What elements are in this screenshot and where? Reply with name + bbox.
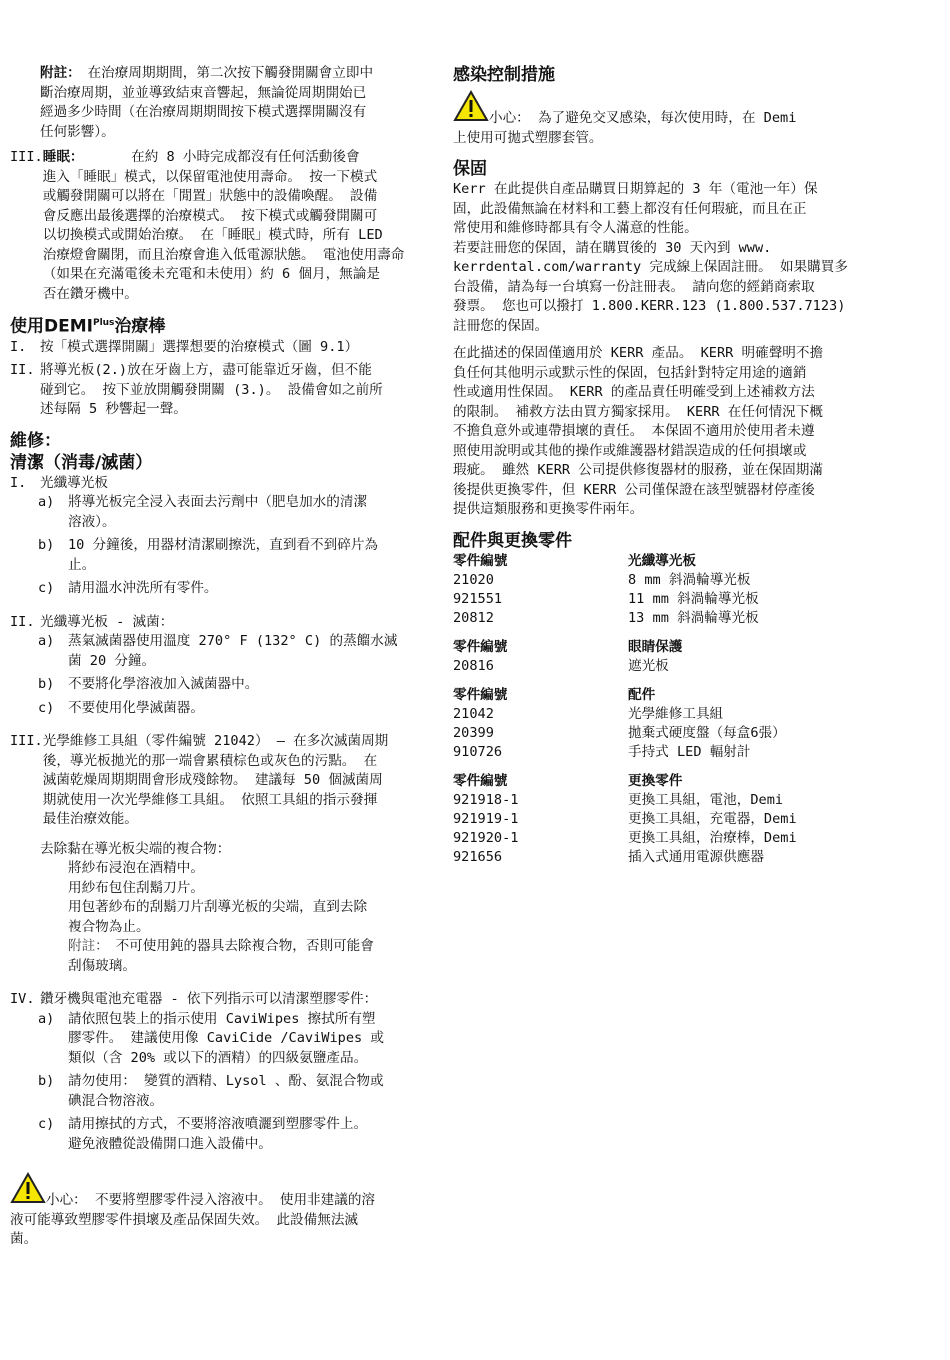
clean-item: I. 光纖導光板 bbox=[10, 474, 108, 491]
remove-block: 去除黏在導光板尖端的複合物： bbox=[40, 840, 231, 857]
warranty-paragraph-1: Kerr 在此提供自產品購買日期算起的 3 年（電池一年）保 固，此設備無論在材料和工藝上都沒有任何瑕疵，而且在正 常使用和維修時都具有令人滿意的性能。 若要註冊您的保固，請在購買後的 30 天內到 www. kerrdental.com/warranty 完成線上保固註冊。 如果購買多 台設備，請為每一台填寫一份註冊表。 請向您的經銷商索取 發票。 您也可以撥打 1.800.KERR.123 (1.800.537.7123) 註冊您的保固。 bbox=[453, 181, 848, 334]
warning-icon bbox=[10, 1172, 46, 1211]
note-line: 附註： 在治療周期期間，第二次按下觸發開關會立即中 bbox=[40, 65, 374, 81]
sub-item: b) 不要將化學溶液加入滅菌器中。 bbox=[38, 676, 259, 693]
use-heading: 使用$DEMI^{Plus}$治療棒 bbox=[10, 316, 166, 337]
sleep-label: 睡眠： bbox=[42, 149, 77, 165]
parts-heading: 配件與更換零件 bbox=[453, 530, 572, 551]
table-row: 921920-1 更換工具組，治療棒，Demi bbox=[453, 829, 797, 846]
parts-group-header: 零件編號 光纖導光板 bbox=[453, 552, 696, 569]
use-item: II. 將導光板(2.)放在牙齒上方，盡可能靠近牙齒，但不能 碰到它。 按下並放開觸發開關 (3.)。 設備會如之前所 述每隔 5 秒響起一聲。 bbox=[10, 362, 383, 418]
parts-group-header: 零件編號 配件 bbox=[453, 686, 656, 703]
table-row: 20816 遮光板 bbox=[453, 657, 669, 674]
maintenance-heading: 維修： bbox=[10, 430, 61, 451]
caution-block: 小心： 不要將塑膠零件浸入溶液中。 使用非建議的溶 液可能導致塑膠零件損壞及產品保固失效。 此設備無法滅 菌。 bbox=[10, 1172, 440, 1250]
sub-item: c) 請用擦拭的方式，不要將溶液噴灑到塑膠零件上。 避免液體從設備開口進入設備中。 bbox=[38, 1116, 368, 1152]
remove-steps: 將紗布浸泡在酒精中。 用紗布包住刮鬍刀片。 用包著紗布的刮鬍刀片刮導光板的尖端，直到去除 複合物為止。 附註： 不可使用鈍的器具去除複合物，否則可能會 刮傷玻璃。 bbox=[68, 860, 374, 974]
note-label: 附註： bbox=[68, 938, 102, 955]
note-line: 經過多少時間（在治療周期期間按下模式選擇開關沒有 bbox=[40, 104, 367, 120]
clean-item: II. 光纖導光板 - 滅菌： bbox=[10, 613, 174, 630]
note-label: 附註： bbox=[40, 65, 74, 81]
sub-item: b) 10 分鐘後，用器材清潔刷擦洗，直到看不到碎片為 止。 bbox=[38, 537, 379, 573]
note-line: 斷治療周期，並並導致結束音響起，無論從周期開始已 bbox=[40, 84, 367, 101]
table-row: 21020 8 mm 斜渦輪導光板 bbox=[453, 571, 751, 588]
use-item: I. 按「模式選擇開關」選擇想要的治療模式（圖 9.1） bbox=[10, 338, 359, 355]
clean-item: IV. 鑽牙機與電池充電器 - 依下列指示可以清潔塑膠零件： bbox=[10, 991, 378, 1008]
right-column bbox=[453, 64, 893, 867]
caution-label: 小心： bbox=[46, 1192, 87, 1209]
warning-icon bbox=[453, 90, 489, 129]
sub-item: c) 請用溫水沖洗所有零件。 bbox=[38, 580, 218, 597]
table-row: 921551 11 mm 斜渦輪導光板 bbox=[453, 590, 759, 607]
clean-item: III. 光學維修工具組（零件編號 21042） – 在多次滅菌周期 後，導光板拋光的那一端會累積棕色或灰色的污點。 在 滅菌乾燥周期期間會形成殘餘物。 建議每 50 個滅菌周 期就使用一次光學維修工具組。 依照工具組的指示發揮 最佳治療效能。 bbox=[10, 733, 389, 828]
parts-table bbox=[453, 552, 797, 867]
warranty-paragraph-2: 在此描述的保固僅適用於 KERR 產品。 KERR 明確聲明不擔 負任何其他明示或默示性的保固，包括針對特定用途的適銷 性或適用性保固。 KERR 的產品責任明確受到上述補救方法 的限制。 補救方法由買方獨家採用。 KERR 在任何情況下概 不擔負意外或連帶損壞的責任。 本保固不適用於使用者未遵 照使用說明或其他的操作或維護器材錯誤造成的任何損壞或 瑕疵。 雖然 KERR 公司提供修復器材的服務，並在保固期滿 後提供更換零件，但 KERR 公司僅保證在該型號器材停產後 提供這類服務和更換零件兩年。 bbox=[453, 345, 824, 517]
table-row: 921656 插入式通用電源供應器 bbox=[453, 848, 764, 865]
table-row: 20399 拋棄式硬度盤（每盒6張） bbox=[453, 724, 786, 741]
sub-item: b) 請勿使用： 變質的酒精、Lysol 、酚、氨混合物或 碘混合物溶液。 bbox=[38, 1073, 384, 1109]
infection-caution: 小心： 為了避免交叉感染，每次使用時，在 Demi 上使用可拋式塑膠套管。 bbox=[453, 90, 893, 148]
sleep-item: III. 睡眠： 在約 8 小時完成都沒有任何活動後會 進入「睡眠」模式，以保留電池使用壽命。 按一下模式 或觸發開關可以將在「閒置」狀態中的設備喚醒。 設備 會反應出最後選擇的治療模式。 按下模式或觸發開關可 以切換模式或開始治療。 在「睡眠」模式時，所有 LED 治療燈會關閉，而且治療會進入低電源狀態。 電池使用壽命 （如果在充滿電後未充電和未使用）約 6 個月，無論是 否在鑽牙機中。 bbox=[10, 148, 440, 304]
parts-group-header: 零件編號 眼睛保護 bbox=[453, 638, 683, 655]
sub-item: a) 將導光板完全浸入表面去污劑中（肥皂加水的清潔 溶液）。 bbox=[38, 494, 368, 530]
sub-item: a) 請依照包裝上的指示使用 CaviWipes 擦拭所有塑 膠零件。 建議使用像 CaviCide /CaviWipes 或 類似（含 20% 或以下的酒精）的四級氨鹽產品。 bbox=[38, 1010, 384, 1066]
table-row: 921918-1 更換工具組，電池，Demi bbox=[453, 791, 784, 808]
table-row: 921919-1 更換工具組，充電器，Demi bbox=[453, 810, 797, 827]
note-line: 任何影響）。 bbox=[40, 123, 115, 140]
sub-item: c) 不要使用化學滅菌器。 bbox=[38, 699, 204, 716]
parts-group-header: 零件編號 更換零件 bbox=[453, 772, 683, 789]
warranty-heading: 保固 bbox=[453, 159, 487, 179]
infection-heading: 感染控制措施 bbox=[453, 65, 555, 85]
table-row: 20812 13 mm 斜渦輪導光板 bbox=[453, 609, 759, 626]
note-block bbox=[10, 64, 440, 142]
table-row: 21042 光學維修工具組 bbox=[453, 705, 724, 722]
left-column bbox=[10, 64, 440, 1250]
sub-item: a) 蒸氣滅菌器使用溫度 270° F (132° C) 的蒸餾水滅 菌 20 分鐘。 bbox=[38, 633, 398, 669]
table-row: 910726 手持式 LED 輻射計 bbox=[453, 743, 751, 760]
cleaning-heading: 清潔（消毒/滅菌） bbox=[10, 452, 153, 473]
item-number: III. bbox=[10, 149, 43, 165]
